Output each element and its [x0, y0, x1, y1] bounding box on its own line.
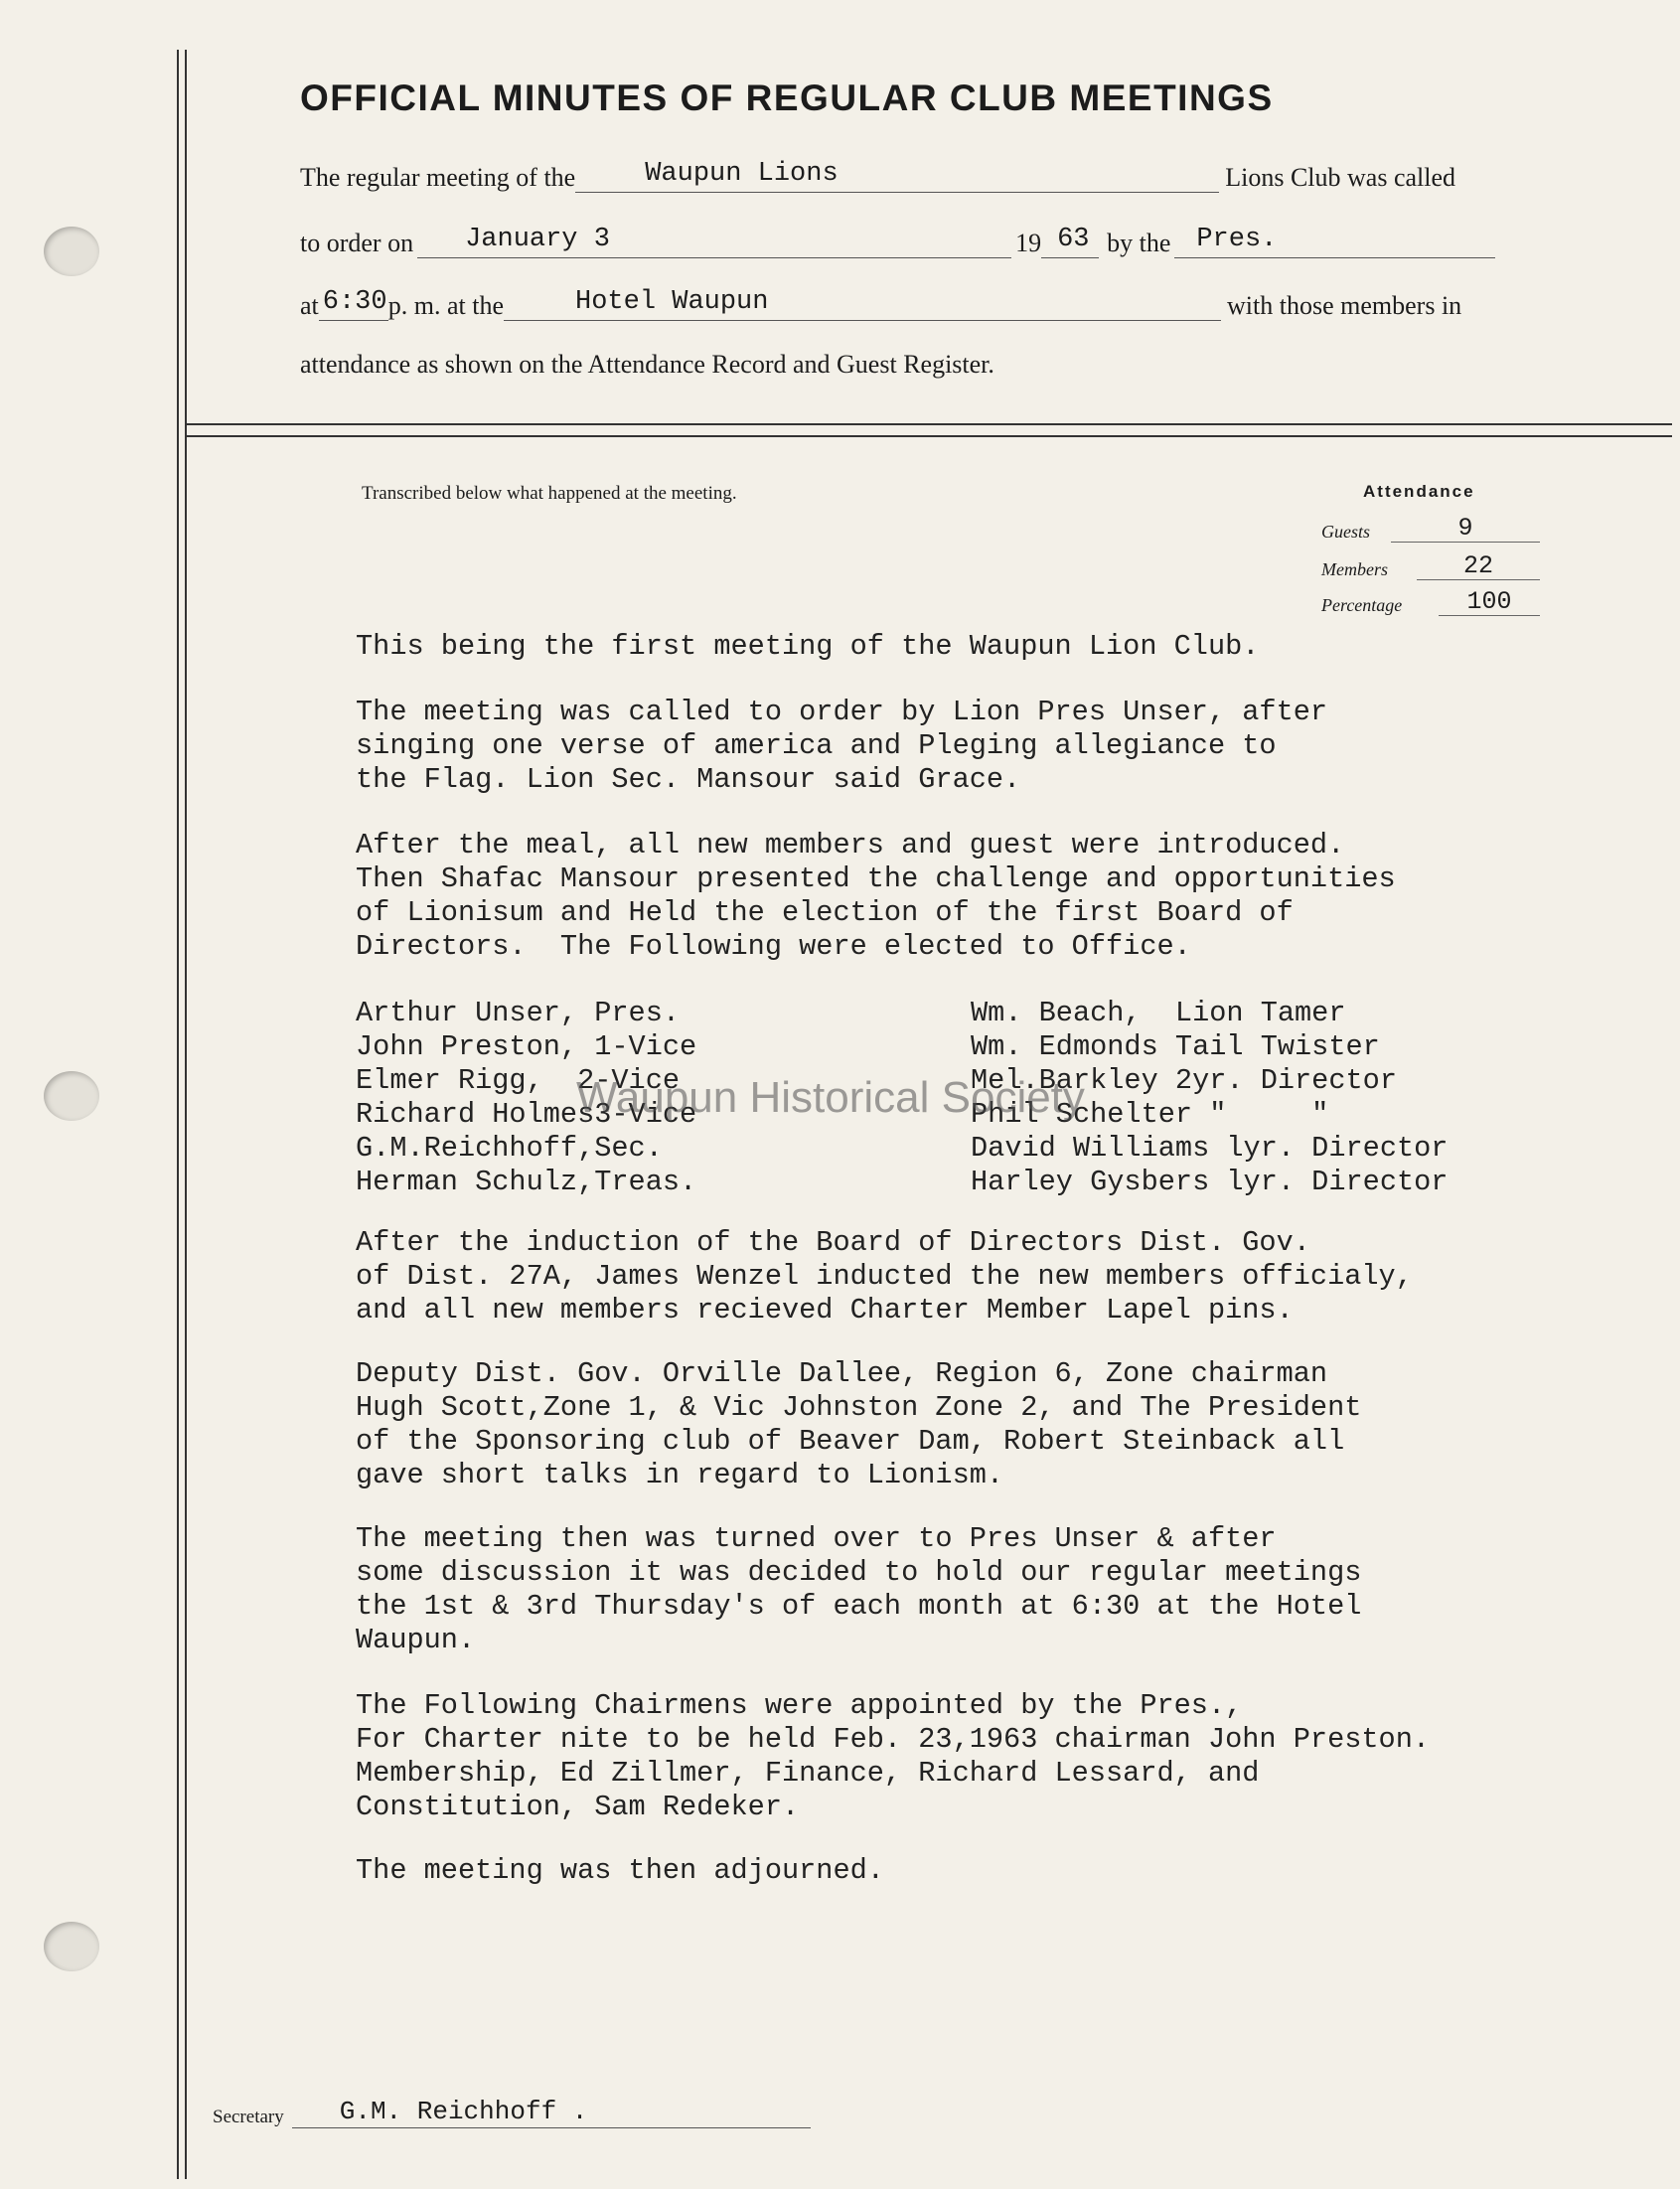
margin-rule-outer — [177, 50, 179, 2179]
form-line-club — [300, 159, 1455, 193]
form-line-place — [300, 287, 1461, 321]
label-members-in: with those members in — [1227, 291, 1462, 320]
transcribed-label: Transcribed below what happened at the meeting. — [362, 483, 737, 504]
label-attendance-record: attendance as shown on the Attendance Record and Guest Register. — [300, 350, 994, 379]
paragraph-induction: After the induction of the Board of Directors Dist. Gov. of Dist. 27A, James Wenzel inducted the new members officialy, and all new members recieved Charter Member Lapel pins. — [356, 1226, 1413, 1327]
paragraph-election: After the meal, all new members and guest were introduced. Then Shafac Mansour presented the challenge and opportunities of Lionisum and Held the election of the first Board of Directors. The Following were elected to Office. — [356, 829, 1396, 963]
label-regular-meeting: The regular meeting of the — [300, 163, 576, 192]
label-to-order-on: to order on — [300, 229, 414, 257]
label-by-the: by the — [1107, 229, 1171, 257]
presiding-field: Pres. — [1174, 225, 1495, 258]
percentage-value: 100 — [1439, 588, 1540, 616]
secretary-line — [213, 2097, 811, 2128]
separator-line-2 — [187, 435, 1672, 437]
punch-hole-top — [44, 227, 99, 276]
attendance-percentage-row — [1321, 588, 1540, 616]
attendance-heading: Attendance — [1363, 482, 1475, 501]
margin-rule-inner — [185, 50, 187, 2179]
form-title: OFFICIAL MINUTES OF REGULAR CLUB MEETINGS — [300, 78, 1274, 118]
members-label: Members — [1321, 559, 1388, 579]
guests-label: Guests — [1321, 522, 1370, 542]
guests-value: 9 — [1391, 515, 1540, 543]
attendance-members-row — [1321, 552, 1540, 580]
paragraph-called-to-order: The meeting was called to order by Lion Pres Unser, after singing one verse of america and Pleging allegiance to the Flag. Lion Sec. Mansour said Grace. — [356, 696, 1328, 796]
members-value: 22 — [1417, 552, 1540, 580]
punch-hole-middle — [44, 1071, 99, 1121]
label-pm-at-the: p. m. at the — [387, 291, 505, 320]
time-field: 6:30 — [319, 287, 388, 321]
paragraph-adjourned: The meeting was then adjourned. — [356, 1854, 884, 1887]
separator-line-1 — [187, 423, 1672, 425]
officers-left-column: Arthur Unser, Pres. John Preston, 1-Vice Elmer Rigg, 2-Vice Richard Holmes3-Vice G.M.Reichhoff,Sec. Herman Schulz,Treas. — [356, 997, 697, 1198]
paragraph-regular-meetings: The meeting then was turned over to Pres Unser & after some discussion it was decided to hold our regular meetings the 1st & 3rd Thursday's of each month at 6:30 at the Hotel Waupun. — [356, 1522, 1362, 1656]
percentage-label: Percentage — [1321, 595, 1403, 615]
punch-hole-bottom — [44, 1922, 99, 1971]
label-year-prefix: 19 — [1015, 229, 1042, 257]
paragraph-first-meeting: This being the first meeting of the Waupun Lion Club. — [356, 630, 1260, 663]
watermark: Waupun Historical Society — [576, 1073, 1085, 1122]
secretary-name: G.M. Reichhoff . — [292, 2097, 811, 2128]
officers-right-column: Wm. Beach, Lion Tamer Wm. Edmonds Tail Twister Mel.Barkley 2yr. Director Phil Schelter " " David Williams lyr. Director Harley Gysbers lyr. Director — [971, 997, 1449, 1198]
label-called: Lions Club was called — [1225, 163, 1456, 192]
secretary-label: Secretary — [213, 2107, 284, 2127]
form-line-attendance — [300, 350, 994, 380]
club-name-field: Waupun Lions — [575, 159, 1219, 193]
year-field: 63 — [1041, 225, 1099, 258]
form-line-date — [300, 225, 1495, 258]
date-field: January 3 — [417, 225, 1011, 258]
label-at: at — [300, 291, 319, 320]
paragraph-chairmen: The Following Chairmens were appointed by the Pres., For Charter nite to be held Feb. 23,1963 chairman John Preston. Membership, Ed Zillmer, Finance, Richard Lessard, and Constitution, Sam Redeker. — [356, 1689, 1431, 1823]
attendance-guests-row — [1321, 515, 1540, 543]
paragraph-talks: Deputy Dist. Gov. Orville Dallee, Region 6, Zone chairman Hugh Scott,Zone 1, & Vic Johnston Zone 2, and The President of the Sponsoring club of Beaver Dam, Robert Steinback all gave short talks in regard to Lionism. — [356, 1357, 1362, 1491]
location-field: Hotel Waupun — [504, 287, 1221, 321]
